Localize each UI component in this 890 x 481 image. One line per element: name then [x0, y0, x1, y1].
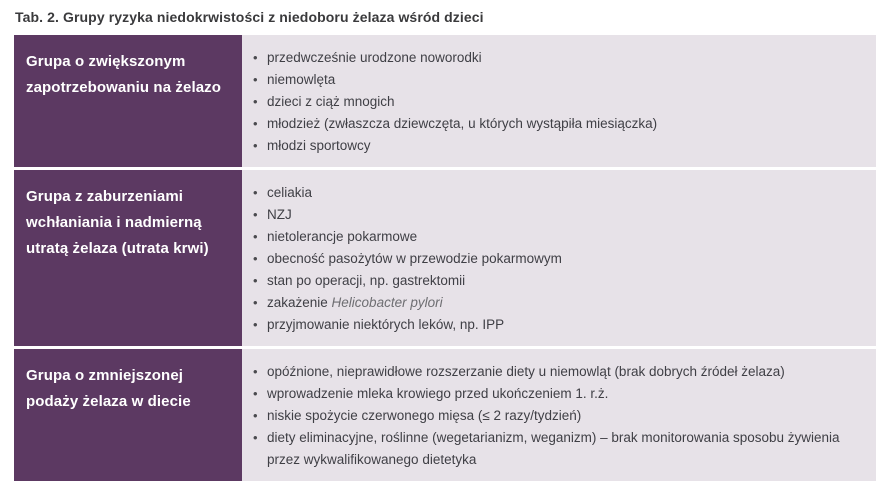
list-item-text: młodzi sportowcy: [267, 138, 371, 153]
list-item-text-plain: zakażenie: [267, 295, 332, 310]
latin-term: Helicobacter pylori: [331, 295, 443, 310]
bullet-icon: •: [253, 50, 258, 65]
list-item: [253, 113, 862, 135]
group-header-cell: Grupa o zwiększonym zapotrzebowaniu na żelazo: [14, 35, 242, 167]
bullet-list: [242, 47, 862, 157]
bullet-list: [242, 182, 862, 336]
group-header-cell: Grupa z zaburzeniami wchłaniania i nadmierną utratą żelaza (utrata krwi): [14, 170, 242, 346]
list-item: [253, 182, 862, 204]
list-item-text: obecność pasożytów w przewodzie pokarmowym: [267, 251, 562, 266]
list-item: [253, 270, 862, 292]
list-item-text: diety eliminacyjne, roślinne (wegetarianizm, weganizm) – brak monitorowania sposobu żywienia przez wykwalifikowanego dietetyka: [267, 430, 840, 467]
bullet-icon: •: [253, 94, 258, 109]
list-item-text: niemowlęta: [267, 72, 336, 87]
list-item-text: NZJ: [267, 207, 292, 222]
list-item: [253, 47, 862, 69]
list-item: [253, 226, 862, 248]
bullet-list: [242, 361, 862, 471]
list-item: [253, 314, 862, 336]
group-items-cell: [242, 349, 876, 481]
list-item: [253, 69, 862, 91]
group-items-cell: [242, 35, 876, 167]
bullet-icon: •: [253, 72, 258, 87]
list-item-text: opóźnione, nieprawidłowe rozszerzanie diety u niemowląt (brak dobrych źródeł żelaza): [267, 364, 785, 379]
list-item: [253, 361, 862, 383]
table-caption: Tab. 2. Grupy ryzyka niedokrwistości z niedoboru żelaza wśród dzieci: [15, 9, 484, 25]
list-item-text: przyjmowanie niektórych leków, np. IPP: [267, 317, 505, 332]
list-item-text: stan po operacji, np. gastrektomii: [267, 273, 466, 288]
bullet-icon: •: [253, 273, 258, 288]
bullet-icon: •: [253, 317, 258, 332]
list-item: [253, 405, 862, 427]
bullet-icon: •: [253, 364, 258, 379]
list-item: [253, 248, 862, 270]
list-item: [253, 204, 862, 226]
bullet-icon: •: [253, 408, 258, 423]
bullet-icon: •: [253, 138, 258, 153]
list-item: [253, 292, 862, 314]
list-item: [253, 91, 862, 113]
list-item-text: przedwcześnie urodzone noworodki: [267, 50, 482, 65]
list-item-text: celiakia: [267, 185, 313, 200]
list-item-text: [267, 292, 862, 314]
list-item: [253, 427, 862, 471]
bullet-icon: •: [253, 430, 258, 445]
table-row: [14, 349, 876, 481]
list-item-text: nietolerancje pokarmowe: [267, 229, 418, 244]
group-header-cell: Grupa o zmniejszonej podaży żelaza w diecie: [14, 349, 242, 481]
bullet-icon: •: [253, 386, 258, 401]
list-item-text: dzieci z ciąż mnogich: [267, 94, 395, 109]
list-item-text: niskie spożycie czerwonego mięsa (≤ 2 razy/tydzień): [267, 408, 582, 423]
bullet-icon: •: [253, 185, 258, 200]
table-row: [14, 35, 876, 167]
list-item: [253, 383, 862, 405]
list-item-text: wprowadzenie mleka krowiego przed ukończeniem 1. r.ż.: [267, 386, 609, 401]
bullet-icon: •: [253, 116, 258, 131]
bullet-icon: •: [253, 295, 258, 310]
bullet-icon: •: [253, 207, 258, 222]
list-item-text: młodzież (zwłaszcza dziewczęta, u których wystąpiła miesiączka): [267, 116, 658, 131]
group-items-cell: [242, 170, 876, 346]
risk-groups-table: [14, 35, 876, 481]
table-row: [14, 170, 876, 346]
bullet-icon: •: [253, 251, 258, 266]
list-item: [253, 135, 862, 157]
bullet-icon: •: [253, 229, 258, 244]
